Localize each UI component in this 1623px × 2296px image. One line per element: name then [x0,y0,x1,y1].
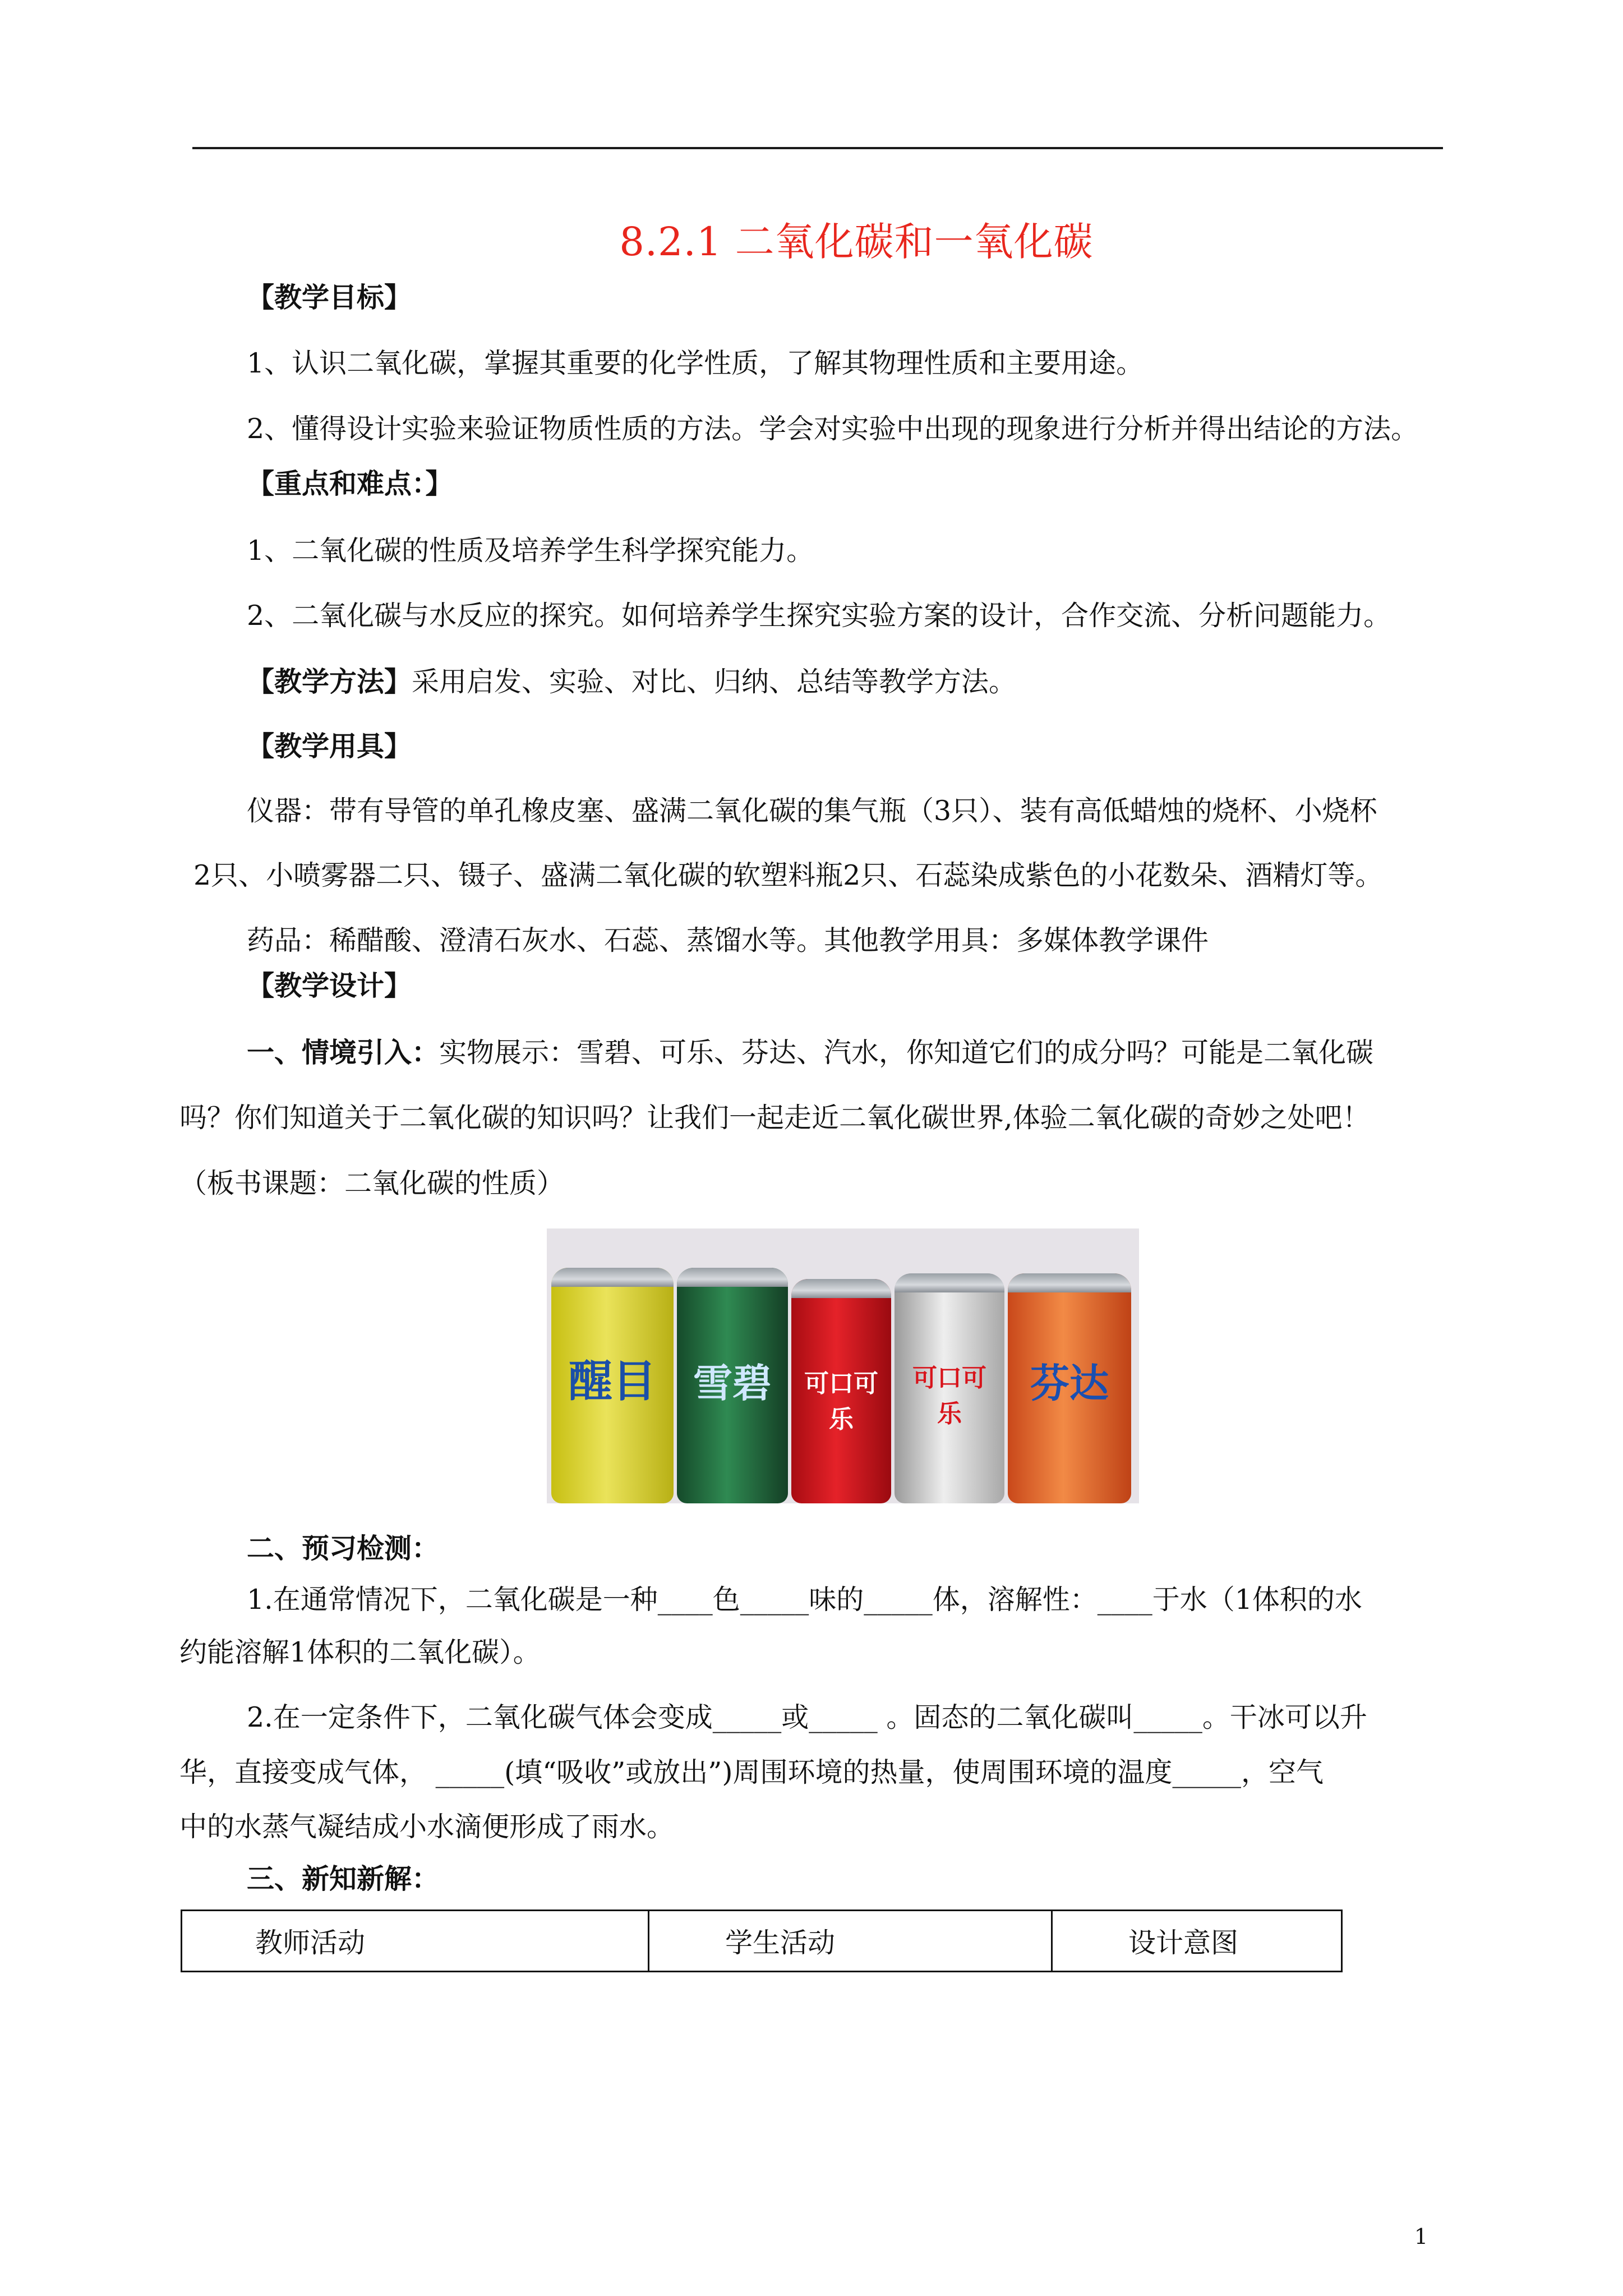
goal-2: 2、懂得设计实验来验证物质性质的方法。学会对实验中出现的现象进行分析并得出结论的方法。 [247,413,1419,445]
intro-text: 实物展示：雪碧、可乐、芬达、汽水，你知道它们的成分吗？可能是二氧化碳 [439,1037,1374,1069]
can-5-logo: 芬达 [1030,1360,1109,1406]
table-header-intent: 设计意图 [1128,1927,1239,1959]
preview-1-line-2: 约能溶解1体积的二氧化碳）。 [179,1636,541,1668]
key-2: 2、二氧化碳与水反应的探究。如何培养学生探究实验方案的设计，合作交流、分析问题能力。 [247,600,1391,632]
tools-heading: 【教学用具】 [247,730,412,762]
intro-line-2: 吗？你们知道关于二氧化碳的知识吗？让我们一起走近二氧化碳世界,体验二氧化碳的奇妙之处吧！ [179,1102,1370,1134]
tools-line-3: 药品：稀醋酸、澄清石灰水、石蕊、蒸馏水等。其他教学用具：多媒体教学课件 [247,924,1209,956]
table-header-student: 学生活动 [649,1911,1053,1971]
preview-1-line-1: 1.在通常情况下，二氧化碳是一种____色_____味的_____体，溶解性：____于水（1体积的水 [247,1584,1362,1616]
can-4-logo: 可口可乐 [912,1364,986,1428]
tools-line-2: 2只、小喷雾器二只、镊子、盛满二氧化碳的软塑料瓶2只、石蕊染成紫色的小花数朵、酒精灯等。 [193,859,1383,891]
goals-heading: 【教学目标】 [247,281,412,314]
activity-table-header [181,1910,1343,1972]
method-paragraph [247,665,1017,698]
can-2 [677,1268,788,1503]
key-heading: 【重点和难点：】 [247,467,453,500]
preview-2-line-2: 华，直接变成气体， _____(填“吸收”或放出”)周围环境的热量，使周围环境的温度_____，空气 [179,1756,1324,1788]
intro-line-1 [247,1036,1374,1069]
can-3-logo: 可口可乐 [804,1369,878,1434]
can-2-logo: 雪碧 [693,1360,772,1406]
soda-cans-photo [547,1228,1139,1503]
page-title: 8.2.1 二氧化碳和一氧化碳 [619,219,1094,265]
page-number: 1 [1414,2224,1428,2249]
can-4 [895,1273,1004,1503]
table-header-teacher: 教师活动 [182,1911,649,1971]
preview-heading: 二、预习检测： [247,1532,440,1565]
can-1 [551,1268,674,1503]
intro-heading: 一、情境引入： [247,1036,440,1069]
goal-1: 1、认识二氧化碳，掌握其重要的化学性质，了解其物理性质和主要用途。 [247,347,1144,379]
key-1: 1、二氧化碳的性质及培养学生科学探究能力。 [247,535,814,567]
design-heading: 【教学设计】 [247,969,412,1002]
preview-2-line-1: 2.在一定条件下，二氧化碳气体会变成_____或_____ 。固态的二氧化碳叫_____。干冰可以升 [247,1701,1367,1733]
can-3 [791,1279,891,1503]
method-heading: 【教学方法】 [247,665,412,698]
intro-line-3: （板书课题：二氧化碳的性质） [179,1167,565,1199]
preview-2-line-3: 中的水蒸气凝结成小水滴便形成了雨水。 [179,1811,675,1843]
header-rule [192,147,1443,149]
tools-line-1: 仪器：带有导管的单孔橡皮塞、盛满二氧化碳的集气瓶（3只）、装有高低蜡烛的烧杯、小烧杯 [247,795,1377,827]
new-heading: 三、新知新解： [247,1862,440,1895]
can-1-logo: 醒目 [568,1356,656,1407]
method-text: 采用启发、实验、对比、归纳、总结等教学方法。 [412,666,1017,698]
can-5 [1008,1273,1131,1503]
